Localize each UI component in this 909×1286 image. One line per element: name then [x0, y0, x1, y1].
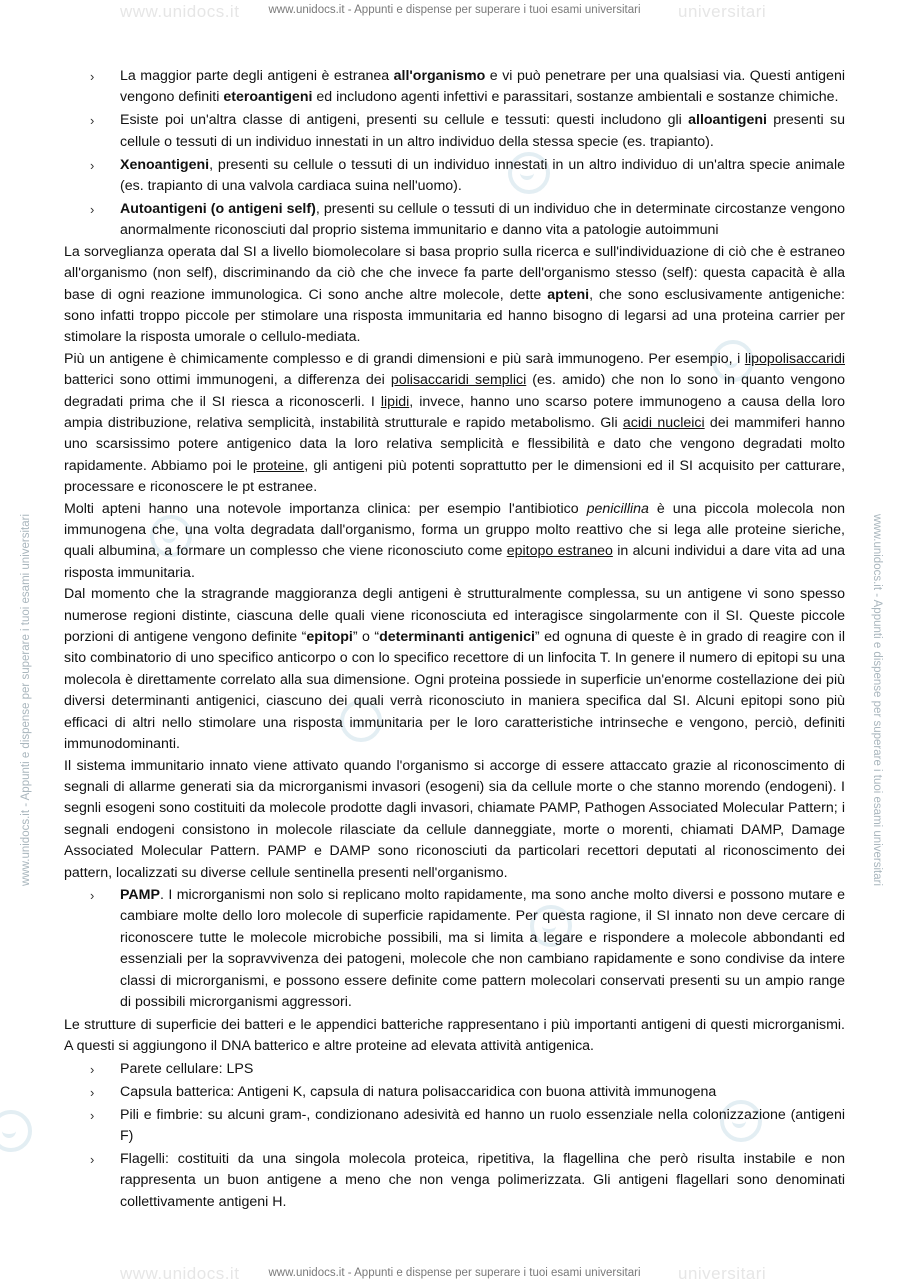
chevron-right-icon: › — [90, 887, 95, 903]
chevron-right-icon: › — [90, 113, 95, 129]
watermark-ghost-text: www.unidocs.it — [120, 1264, 240, 1283]
paragraph: Più un antigene è chimicamente complesso e di grandi dimensioni e più sarà immunogeno. Per esempio, i lipopolisaccaridi batterici sono ottimi immunogeni, a differenza dei polisaccaridi semplici (es. amido) che non lo sono in quanto vengono degradati prima che il SI riesca a riconoscerli. I lipidi, invece, hanno uno scarso potere immunogeno a causa della loro ampia distribuzione, relativa semplicità, instabilità strutturale e rapido metabolismo. Gli acidi nucleici dei mammiferi hanno uno scarsissimo potere antigenico data la loro relativa semplicità e flessibilità e dato che vengono degradati molto rapidamente. Abbiamo poi le proteine, gli antigeni più potenti soprattutto per le dimensioni ed il SI acquisito per catturare, processare e riconoscere le pt estranee. — [64, 350, 846, 496]
unidocs-logo-icon — [0, 1110, 32, 1152]
footer-banner[interactable]: www.unidocs.it - Appunti e dispense per superare i tuoi esami universitari — [268, 1267, 641, 1279]
list-item: › Xenoantigeni, presenti su cellule o tessuti di un individuo innestati in un altro individuo di un'altra specie animale (es. trapianto di una valvola cardiaca suina nell'uomo). — [90, 156, 845, 195]
paragraph: Molti apteni hanno una notevole importanza clinica: per esempio l'antibiotico penicillina è una piccola molecola non immunogena che, una volta degradata dall'organismo, forma un gruppo molto reattivo che si lega alle proteine sieriche, quali albumina, a formare un complesso che viene riconosciuto come epitopo estraneo in alcuni individui a dare vita ad una risposta immunitaria. — [64, 500, 846, 581]
list-item: › Flagelli: costituiti da una singola molecola proteica, ripetitiva, la flagellina che però risulta instabile e non rappresenta un buon antigene a meno che non venga polimerizzata. Gli antigeni flagellari sono denominati collettivamente antigeni H. — [90, 1150, 845, 1210]
antigen-types-list — [64, 66, 845, 242]
list-item: › Esiste poi un'altra classe di antigeni, presenti su cellule e tessuti: questi includono gli alloantigeni presenti su cellule o tessuti di un individuo innestati in un altro individuo della stessa specie (es. trapianto). — [90, 112, 846, 150]
header-banner[interactable]: www.unidocs.it - Appunti e dispense per superare i tuoi esami universitari — [268, 4, 641, 16]
paragraph: Dal momento che la stragrande maggioranza degli antigeni è strutturalmente complessa, su un antigene vi sono spesso numerose regioni distinte, ciascuna delle quali viene riconosciuta ed interagisce singolarmente con il SI. Queste piccole porzioni di antigene vengono definite “epitopi” o “determinanti antigenici” ed ognuna di queste è in grado di reagire con il sito combinatorio di uno specifico anticorpo o con lo specifico recettore di un linfocita T. In genere il numero di epitopi su una molecola è direttamente correlato alla sua dimensione. Ogni proteina possiede in superficie un'enorme costellazione dei più diversi determinanti antigenici, ciascuno dei quali verrà riconosciuto in maniera specifica dal SI. Alcuni epitopi sono più efficaci di altri nello stimolare una risposta immunitaria per le loro caratteristiche intrinseche e vengono, perciò, definiti immunodominanti. — [64, 586, 845, 753]
watermark-ghost-text: universitari — [678, 1264, 767, 1283]
paragraph: Il sistema immunitario innato viene attivato quando l'organismo si accorge di essere attaccato grazie al riconoscimento di segnali di allarme generati sia da microrganismi invasori (esogeni) sia da cellule morte o che stanno morendo (endogeni). I segnli esogeni sono costituiti da molecole prodotte dagli invasori, chiamate PAMP, Pathogen Associated Molecular Pattern; i segnali endogeni consistono in molecole rilasciate da cellule danneggiate, morte o morenti, chiamati DAMP, Damage Associated Molecular Pattern. PAMP e DAMP sono riconosciuti da particolari recettori deputati al riconoscimento dei pattern, localizzati su diverse cellule sentinella presenti nell'organismo. — [64, 757, 845, 881]
side-watermark-right: www.unidocs.it - Appunti e dispense per superare i tuoi esami universitari — [871, 513, 883, 887]
chevron-right-icon: › — [90, 1061, 95, 1077]
paragraph: La sorveglianza operata dal SI a livello biomolecolare si basa proprio sulla ricerca e sull'individuazione di ciò che è estraneo all'organismo (non self), discriminando da ciò che che invece fa parte dell'organismo stesso (self): questa capacità è alla base di ogni reazione immunologica. Ci sono anche altre molecole, dette apteni, che sono esclusivamente antigeniche: sono infatti troppo piccole per stimolare una risposta immunitaria ed hanno bisogno di legarsi ad una proteina carrier per stimolare la risposta umorale o cellulo-mediata. — [64, 243, 845, 346]
chevron-right-icon: › — [90, 1107, 95, 1123]
chevron-right-icon: › — [90, 69, 95, 84]
list-item: › PAMP. I microrganismi non solo si replicano molto rapidamente, ma sono anche molto diversi e possono mutare e cambiare molte dello loro molecole di superficie rapidamente. Per questa ragione, il SI innato non deve cercare di riconoscere tutte le molecole microbiche possibili, ma si limita a legare e rispondere a molecole abbondanti ed essenziali per la sopravvivenza dei patogeni, molecole che non cambiano rapidamente e sono condivise da intere classi di microrganismi, e possono essere definite come pattern molecolari conservati presenti su un ampio range di possibili microrganismi aggressori. — [90, 886, 845, 1010]
chevron-right-icon: › — [90, 1084, 95, 1100]
side-watermark-left: www.unidocs.it - Appunti e dispense per superare i tuoi esami universitari — [20, 513, 32, 887]
watermark-ghost-text: www.unidocs.it — [120, 2, 240, 21]
paragraph: Le strutture di superficie dei batteri e le appendici batteriche rappresentano i più importanti antigeni di questi microrganismi. A questi si aggiungono il DNA batterico e altre proteine ad elevata attività antigenica. — [64, 1016, 845, 1055]
document-body — [64, 66, 845, 1215]
list-item: › Autoantigeni (o antigeni self), presenti su cellule o tessuti di un individuo che in determinate circostanze vengono anormalmente riconosciuti dal proprio sistema immunitario e danno vita a patologie autoimmuni — [90, 200, 845, 239]
watermark-ghost-text: universitari — [678, 2, 767, 21]
chevron-right-icon: › — [90, 1151, 95, 1167]
list-item: › Capsula batterica: Antigeni K, capsula di natura polisaccaridica con buona attività immunogena — [64, 1082, 845, 1103]
pamp-list — [64, 885, 845, 1013]
bacterial-antigens-list — [64, 1059, 845, 1213]
list-item: › La maggior parte degli antigeni è estranea all'organismo e vi può penetrare per una qualsiasi via. Questi antigeni vengono definiti eteroantigeni ed includono agenti infettivi e parassitari, sostanze ambientali e sostanze chimiche. — [90, 68, 845, 106]
chevron-right-icon: › — [90, 201, 95, 217]
chevron-right-icon: › — [90, 157, 95, 173]
list-item: › Pili e fimbrie: su alcuni gram-, condizionano adesività ed hanno un ruolo essenziale nella colonizzazione (antigeni F) — [90, 1106, 845, 1144]
list-item: › Parete cellulare: LPS — [64, 1059, 845, 1080]
